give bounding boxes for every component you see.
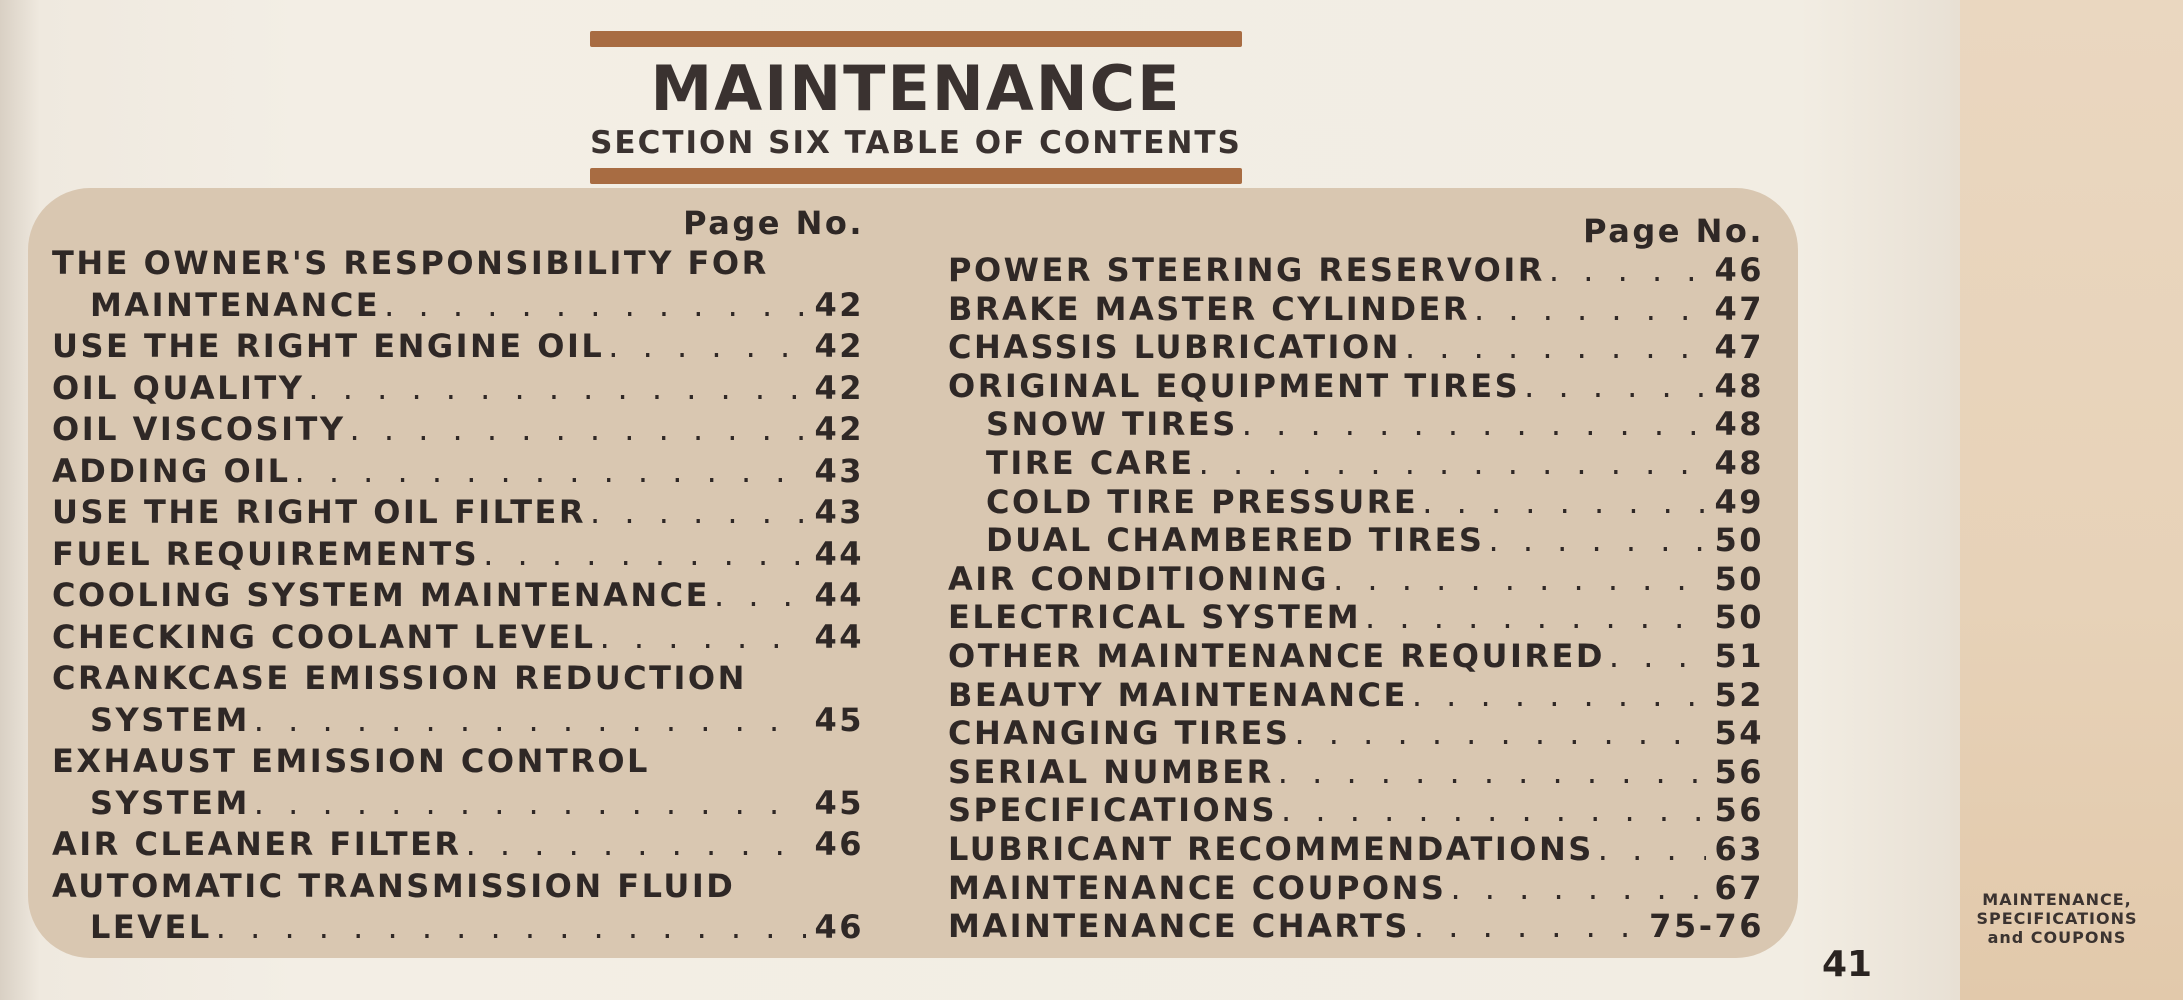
toc-entry xyxy=(52,658,864,741)
toc-entry-title: THE OWNER'S RESPONSIBILITY FOR xyxy=(52,244,769,282)
toc-entry-title: TIRE CARE xyxy=(986,443,1195,482)
toc-entry-title: ADDING OIL xyxy=(52,451,291,490)
toc-entry-line xyxy=(948,714,1764,753)
toc-entry xyxy=(52,741,864,824)
dot-leader xyxy=(254,783,807,825)
dot-leader xyxy=(1405,328,1707,367)
dot-leader xyxy=(1422,483,1706,522)
dot-leader xyxy=(608,326,806,368)
tab-label-line: SPECIFICATIONS xyxy=(1976,909,2138,928)
section-tab-label xyxy=(1972,890,2142,947)
toc-entry-title: MAINTENANCE CHARTS xyxy=(948,907,1410,946)
toc-entry-page: 51 xyxy=(1714,636,1764,675)
toc-entry xyxy=(948,405,1764,444)
toc-entry xyxy=(948,444,1764,483)
toc-entry-title: CHASSIS LUBRICATION xyxy=(948,328,1401,367)
toc-left-column xyxy=(52,203,864,949)
toc-entry-line xyxy=(52,326,864,368)
dot-leader xyxy=(308,368,806,410)
toc-entry-line xyxy=(948,791,1764,830)
page-no-header: Page No. xyxy=(1583,212,1764,250)
toc-entry-line xyxy=(52,451,864,493)
toc-entry-page: 44 xyxy=(814,576,864,614)
toc-entry-page: 52 xyxy=(1714,675,1764,714)
dot-leader xyxy=(1365,598,1706,637)
toc-entry-page: 46 xyxy=(814,908,864,946)
toc-entry-line xyxy=(52,534,864,576)
toc-entry xyxy=(948,753,1764,792)
toc-entry-title: LUBRICANT RECOMMENDATIONS xyxy=(948,829,1594,868)
toc-entry-title: MAINTENANCE xyxy=(90,285,381,324)
dot-leader xyxy=(1333,560,1706,599)
section-subtitle: SECTION SIX TABLE OF CONTENTS xyxy=(590,125,1242,161)
toc-entry-title: ORIGINAL EQUIPMENT TIRES xyxy=(948,366,1521,405)
toc-entry xyxy=(948,714,1764,753)
toc-entry-page: 75-76 xyxy=(1649,907,1764,946)
toc-entry-title: COLD TIRE PRESSURE xyxy=(986,482,1419,521)
toc-entry-page: 48 xyxy=(1714,405,1764,444)
toc-entry xyxy=(948,367,1764,406)
toc-entry-page: 42 xyxy=(814,327,864,365)
toc-entry-title: SNOW TIRES xyxy=(986,405,1238,444)
toc-entry xyxy=(948,869,1764,908)
bottom-rule xyxy=(590,168,1242,184)
toc-entry xyxy=(948,907,1764,946)
toc-entry xyxy=(52,409,864,451)
dot-leader xyxy=(1294,714,1706,753)
toc-entry-title: SPECIFICATIONS xyxy=(948,791,1278,830)
toc-entry-title: AIR CLEANER FILTER xyxy=(52,825,462,863)
toc-entry-line xyxy=(948,367,1764,406)
page-no-header: Page No. xyxy=(683,204,864,242)
dot-leader xyxy=(1488,521,1706,560)
dot-leader xyxy=(1549,251,1707,290)
toc-entry-title: USE THE RIGHT ENGINE OIL xyxy=(52,327,605,365)
toc-entry-line xyxy=(52,617,864,659)
toc-entry-line xyxy=(52,741,864,783)
toc-entry-page: 48 xyxy=(1714,366,1764,405)
dot-leader xyxy=(1281,791,1706,830)
toc-entry-page: 49 xyxy=(1714,482,1764,521)
toc-entry xyxy=(948,328,1764,367)
toc-entry-line xyxy=(948,328,1764,367)
toc-entry-line xyxy=(52,285,864,327)
dot-leader xyxy=(1450,869,1706,908)
toc-entry-line xyxy=(52,866,864,908)
toc-entry-page: 44 xyxy=(814,617,864,656)
dot-leader xyxy=(384,285,806,327)
toc-entry xyxy=(948,791,1764,830)
toc-entry xyxy=(948,598,1764,637)
toc-entry-title: SERIAL NUMBER xyxy=(948,752,1274,791)
toc-entry-line xyxy=(948,598,1764,637)
toc-entry-page: 42 xyxy=(814,285,864,324)
toc-entry xyxy=(948,251,1764,290)
toc-entry xyxy=(948,560,1764,599)
dot-leader xyxy=(1474,290,1706,329)
toc-entry-title: CHECKING COOLANT LEVEL xyxy=(52,617,596,656)
toc-entry xyxy=(52,243,864,326)
toc-entry xyxy=(948,676,1764,715)
dot-leader xyxy=(350,409,807,451)
dot-leader xyxy=(254,700,807,742)
toc-entry-line xyxy=(948,444,1764,483)
toc-entry-line xyxy=(948,251,1764,290)
toc-entry-line xyxy=(948,830,1764,869)
toc-entry-page: 56 xyxy=(1714,791,1764,830)
toc-entry xyxy=(52,492,864,534)
toc-entry-line xyxy=(948,753,1764,792)
dot-leader xyxy=(590,492,806,534)
tab-label-line: MAINTENANCE, xyxy=(1982,890,2132,909)
toc-entry-page: 67 xyxy=(1714,868,1764,907)
toc-entry xyxy=(52,368,864,410)
toc-entry-page: 43 xyxy=(814,451,864,490)
dot-leader xyxy=(483,534,806,576)
toc-entry-title: POWER STEERING RESERVOIR xyxy=(948,251,1545,289)
toc-entry-title: ELECTRICAL SYSTEM xyxy=(948,598,1362,637)
toc-entry-page: 50 xyxy=(1714,598,1764,637)
toc-entry xyxy=(52,534,864,576)
toc-entry-line xyxy=(948,483,1764,522)
toc-entry-title: AUTOMATIC TRANSMISSION FLUID xyxy=(52,866,736,905)
toc-entry-page: 48 xyxy=(1714,443,1764,482)
toc-entry-line xyxy=(52,575,864,617)
toc-entry xyxy=(948,290,1764,329)
page-number: 41 xyxy=(1822,944,1873,985)
toc-entry-line xyxy=(52,824,864,866)
toc-entry-title: COOLING SYSTEM MAINTENANCE xyxy=(52,576,710,614)
dot-leader xyxy=(1199,444,1707,483)
toc-entry-page: 46 xyxy=(814,825,864,863)
toc-entry-line xyxy=(948,637,1764,676)
toc-entry-title: SYSTEM xyxy=(90,783,250,822)
toc-entry-page: 45 xyxy=(814,783,864,822)
toc-entry-line xyxy=(948,907,1764,946)
toc-entry-page: 42 xyxy=(814,368,864,407)
toc-entry-line xyxy=(52,368,864,410)
toc-entry-title: MAINTENANCE COUPONS xyxy=(948,868,1447,907)
toc-entry-line xyxy=(52,492,864,534)
toc-entry-title: OIL QUALITY xyxy=(52,368,305,407)
toc-entry-line xyxy=(948,676,1764,715)
toc-entry xyxy=(52,824,864,866)
toc-entry xyxy=(948,830,1764,869)
toc-entry-line xyxy=(948,405,1764,444)
toc-entry-title: AIR CONDITIONING xyxy=(948,559,1330,598)
toc-entry xyxy=(52,451,864,493)
toc-entry-line xyxy=(52,658,864,700)
dot-leader xyxy=(600,617,807,659)
toc-entry-line xyxy=(948,290,1764,329)
dot-leader xyxy=(1598,830,1707,869)
toc-entry-page: 54 xyxy=(1714,714,1764,753)
dot-leader xyxy=(1524,367,1706,406)
toc-entry-title: BEAUTY MAINTENANCE xyxy=(948,675,1408,714)
toc-entry-title: USE THE RIGHT OIL FILTER xyxy=(52,493,587,531)
toc-entry-page: 46 xyxy=(1714,251,1764,289)
dot-leader xyxy=(1278,753,1707,792)
toc-entry xyxy=(52,866,864,949)
top-rule xyxy=(590,31,1242,47)
dot-leader xyxy=(1414,907,1641,946)
toc-entry-page: 47 xyxy=(1714,289,1764,328)
toc-entry-page: 63 xyxy=(1714,829,1764,868)
toc-entry-line xyxy=(52,243,864,285)
toc-entry-title: BRAKE MASTER CYLINDER xyxy=(948,289,1471,328)
toc-entry xyxy=(948,483,1764,522)
dot-leader xyxy=(714,575,807,617)
dot-leader xyxy=(466,824,807,866)
toc-entry-title: FUEL REQUIREMENTS xyxy=(52,534,480,573)
toc-entry-page: 56 xyxy=(1714,752,1764,791)
toc-right-column xyxy=(948,203,1764,946)
toc-entry xyxy=(948,637,1764,676)
dot-leader xyxy=(216,907,807,949)
toc-entry-title: SYSTEM xyxy=(90,700,250,739)
toc-entry-page: 42 xyxy=(814,410,864,448)
section-title: MAINTENANCE xyxy=(650,52,1182,125)
toc-entry-line xyxy=(52,409,864,451)
toc-entry-line xyxy=(52,700,864,742)
toc-entry-title: DUAL CHAMBERED TIRES xyxy=(986,521,1485,560)
toc-entry-page: 44 xyxy=(814,534,864,573)
toc-entry-page: 47 xyxy=(1714,328,1764,367)
toc-entry xyxy=(52,326,864,368)
toc-entry-line xyxy=(52,783,864,825)
toc-entry-page: 45 xyxy=(814,700,864,739)
tab-label-line: and COUPONS xyxy=(1987,928,2127,947)
dot-leader xyxy=(1242,405,1707,444)
toc-entry-line xyxy=(948,869,1764,908)
toc-entry-line xyxy=(948,560,1764,599)
toc-entry-title: CHANGING TIRES xyxy=(948,714,1291,753)
toc-entry-title: EXHAUST EMISSION CONTROL xyxy=(52,742,650,780)
toc-entry-title: LEVEL xyxy=(90,908,212,946)
toc-entry xyxy=(948,521,1764,560)
dot-leader xyxy=(1412,676,1707,715)
toc-entry-line xyxy=(52,907,864,949)
dot-leader xyxy=(1609,637,1707,676)
section-tab-strip xyxy=(1960,0,2183,1000)
toc-entry-title: OIL VISCOSITY xyxy=(52,410,346,448)
toc-entry-page: 43 xyxy=(814,493,864,531)
toc-entry xyxy=(52,575,864,617)
toc-entry-title: OTHER MAINTENANCE REQUIRED xyxy=(948,636,1605,675)
dot-leader xyxy=(294,451,806,493)
toc-entry-title: CRANKCASE EMISSION REDUCTION xyxy=(52,659,747,697)
toc-entry-page: 50 xyxy=(1714,559,1764,598)
toc-entry-line xyxy=(948,521,1764,560)
toc-entry xyxy=(52,617,864,659)
toc-entry-page: 50 xyxy=(1714,521,1764,560)
